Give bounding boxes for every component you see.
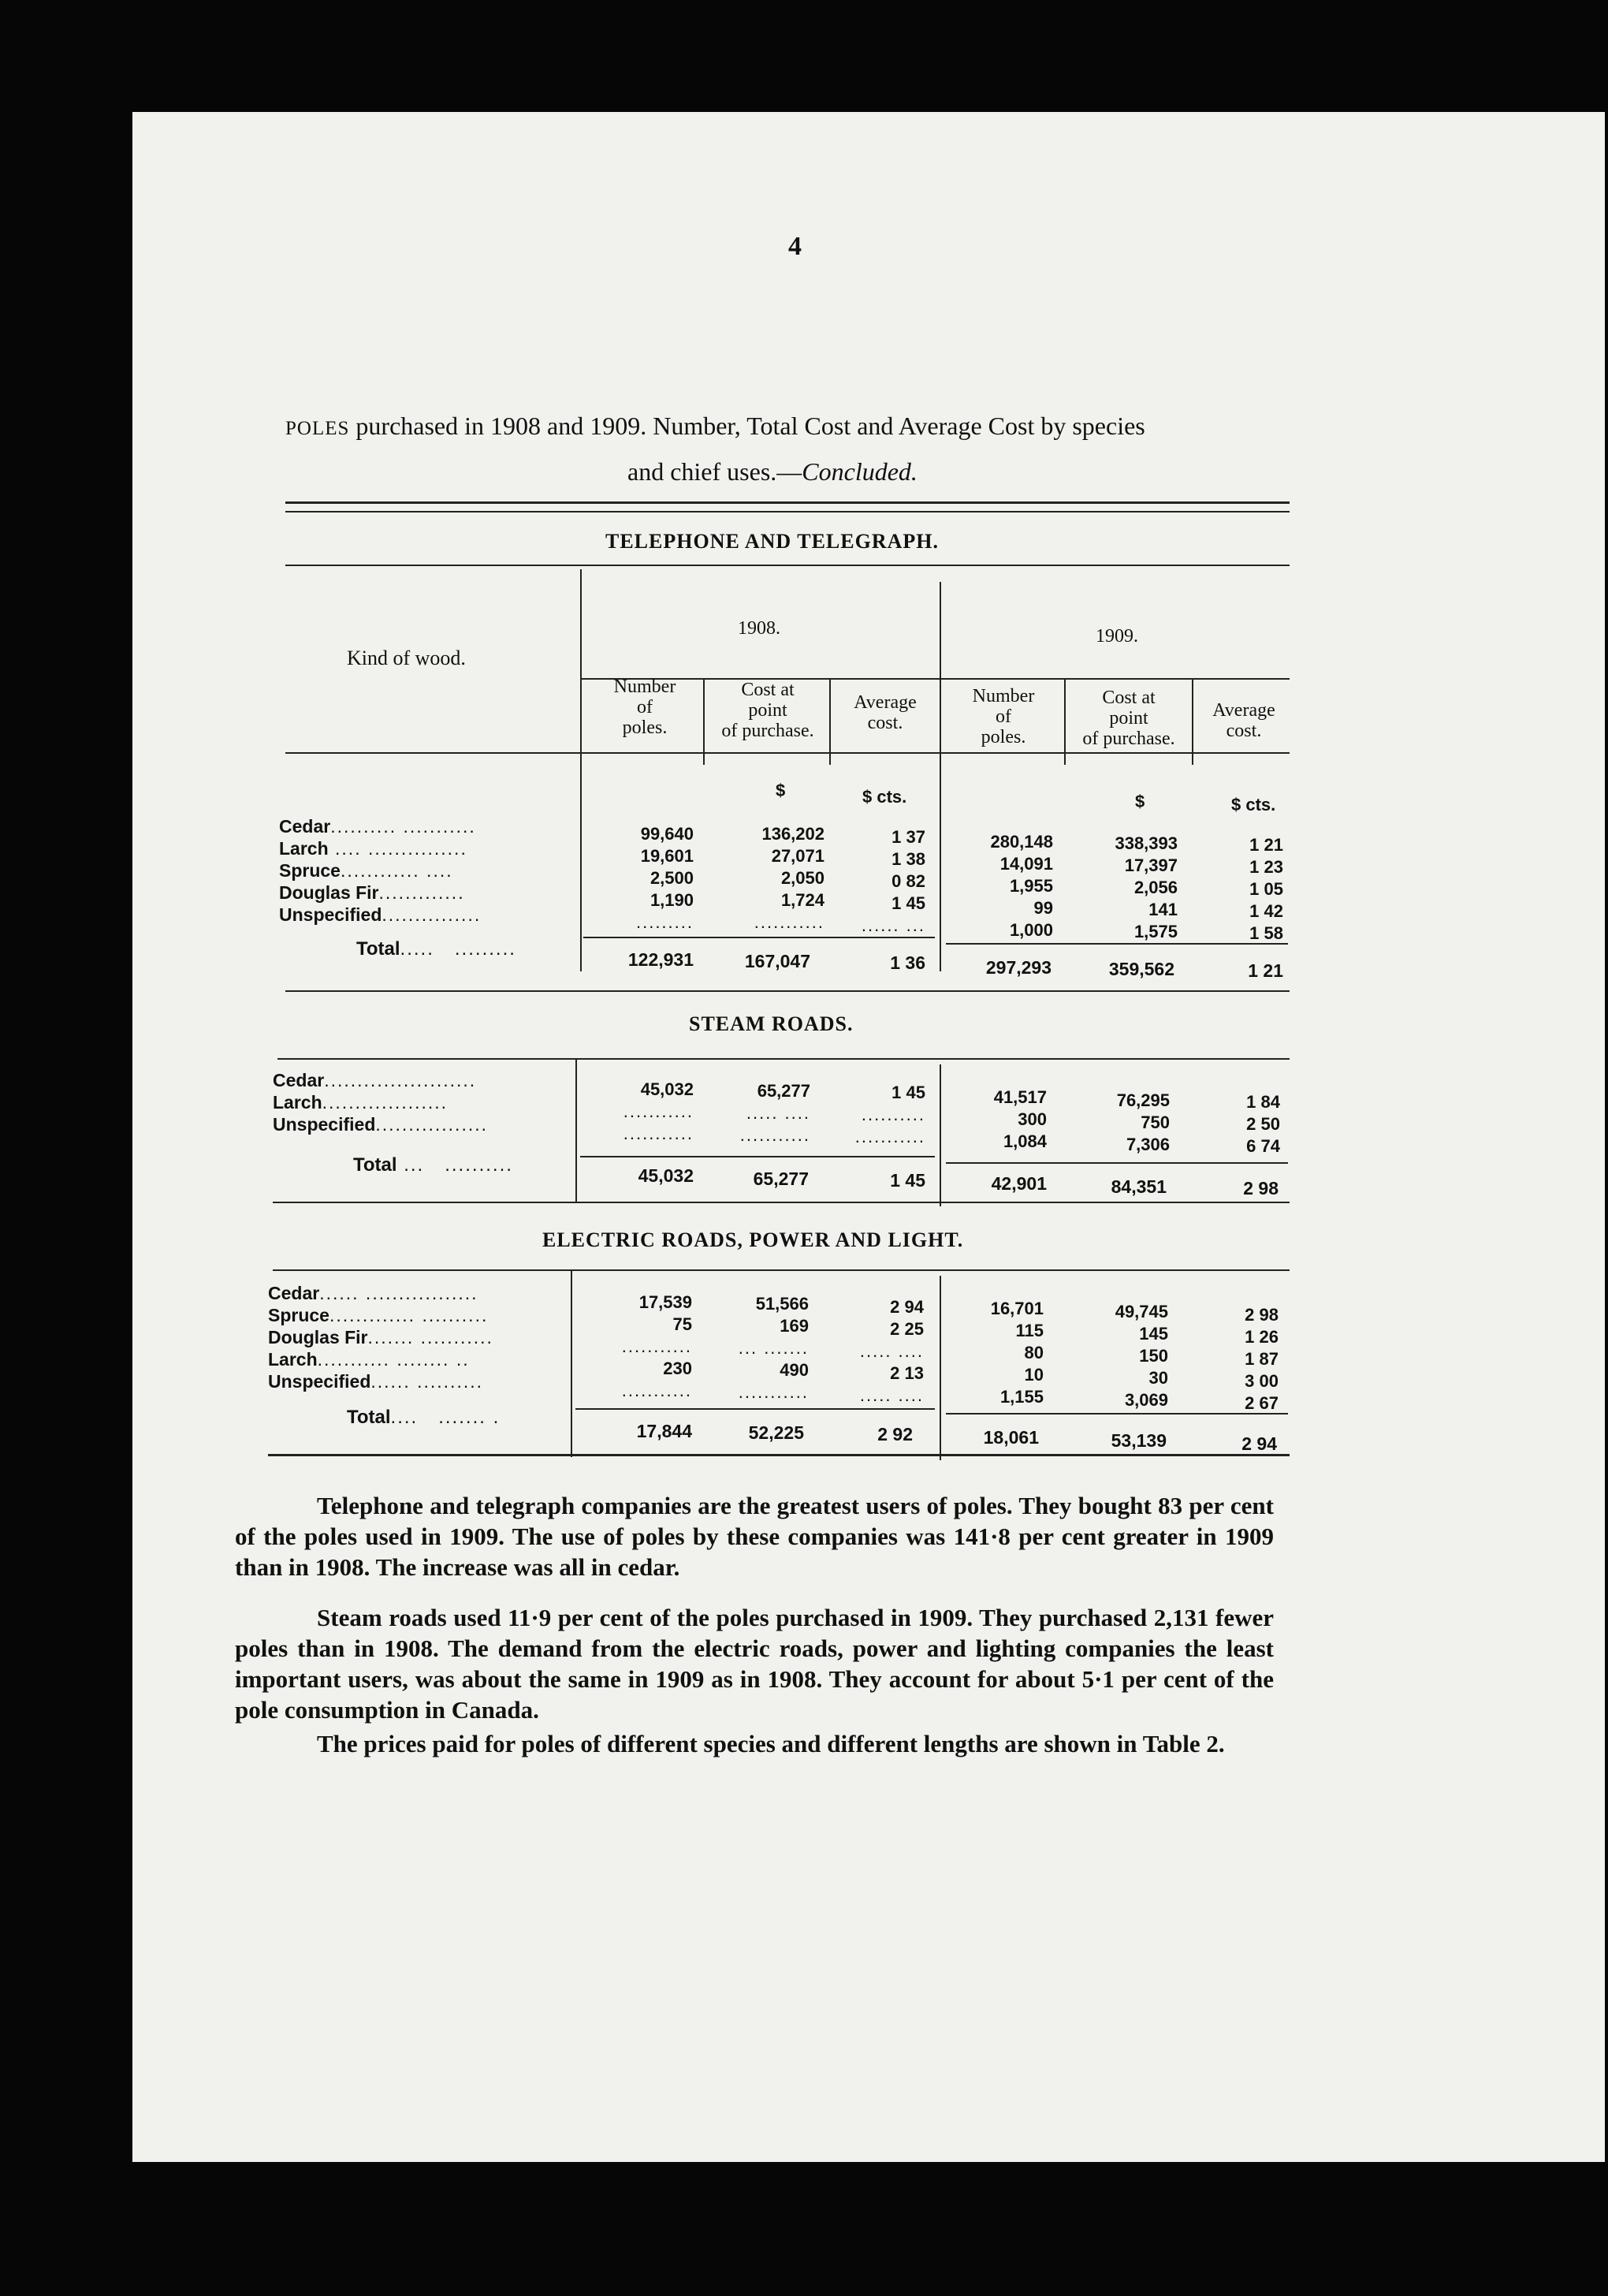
paragraph-1: Telephone and telegraph companies are the greatest users of poles. They bought 83 per cent of the poles used in 1909. The use of poles by these companies was 141·8 per cent greater in 1909 than in 1908. The increase was all in cedar. <box>235 1492 1274 1581</box>
table-cell: 1 23 <box>1249 857 1283 877</box>
table-cell: 230 <box>663 1359 692 1378</box>
table-cell: 1,955 <box>1009 876 1053 896</box>
table-cell: 80 <box>1024 1343 1044 1362</box>
table-cell: 2,500 <box>650 868 694 888</box>
header-number-line-2: of <box>996 706 1011 727</box>
table-cell: 141 <box>1148 900 1178 919</box>
table-cell: 3,069 <box>1124 1390 1168 1410</box>
telephone-total-label: Total..... ......... <box>356 938 516 960</box>
steam-number-1908 <box>580 1079 694 1145</box>
steam-total-avg-1908: 1 45 <box>890 1170 925 1191</box>
steam-total-avg-1909: 2 98 <box>1243 1178 1279 1198</box>
table-caption-line-2 <box>627 457 918 486</box>
steam-subtotal-rule-1908 <box>580 1156 935 1157</box>
header-cost-line-2: point <box>748 700 787 721</box>
table-cell: 2 98 <box>1245 1305 1279 1325</box>
electric-total-number-1909: 18,061 <box>983 1427 1039 1448</box>
list-item: Spruce............ .... <box>279 860 453 881</box>
table-cell: 1,084 <box>1003 1131 1047 1151</box>
page-number: 4 <box>788 232 802 261</box>
table-cell: 2 50 <box>1246 1114 1280 1134</box>
table-cell: 1,575 <box>1133 922 1178 941</box>
table-cell: 65,277 <box>757 1081 810 1101</box>
header-number-line-1: Number <box>972 686 1035 706</box>
table-cell: 76,295 <box>1116 1090 1170 1110</box>
table-cell: 300 <box>1018 1109 1047 1129</box>
paragraph-3: The prices paid for poles of different species and different lengths are shown in Table 2. <box>317 1730 1225 1757</box>
table-cell: 30 <box>1148 1368 1168 1388</box>
steam-vrule-left <box>575 1060 577 1203</box>
unit-dollar-cost-1909: $ <box>1135 792 1145 811</box>
caption-concluded: Concluded. <box>802 457 918 486</box>
telephone-avg-1909 <box>1198 834 1283 945</box>
caption-line-1-text: purchased in 1908 and 1909. Number, Total Cost and Average Cost by species <box>349 412 1145 440</box>
table-cell: 1 87 <box>1245 1349 1279 1369</box>
electric-vrule-mid <box>940 1276 941 1460</box>
section-title-telephone: TELEPHONE AND TELEGRAPH. <box>605 530 939 553</box>
electric-total-label: Total.... ....... . <box>347 1407 501 1428</box>
header-cost-line-1: Cost at <box>1102 688 1156 708</box>
electric-number-1909 <box>946 1298 1044 1408</box>
list-item: Cedar...... ................. <box>268 1283 478 1303</box>
table-cell: 2,050 <box>780 868 824 888</box>
telephone-total-cost-1908: 167,047 <box>744 951 810 971</box>
header-cost-line-3: of purchase. <box>1082 729 1175 749</box>
telephone-avg-1908 <box>832 826 925 937</box>
electric-subtotal-rule-1908 <box>575 1408 935 1410</box>
electric-total-avg-1908: 2 92 <box>877 1424 913 1444</box>
header-average-line-1: Average <box>854 692 917 713</box>
telephone-total-avg-1909: 1 21 <box>1248 960 1283 981</box>
electric-vrule-left <box>571 1271 572 1457</box>
steam-total-cost-1908: 65,277 <box>753 1168 809 1189</box>
table-cell: ........... <box>623 1124 694 1143</box>
caption-line-2-text: and chief uses.— <box>627 457 802 486</box>
header-cost-line-2: point <box>1109 708 1148 729</box>
table-cell: 45,032 <box>640 1079 694 1099</box>
table-cell: 0 82 <box>891 871 925 891</box>
steam-kind-column <box>273 1069 572 1135</box>
header-year-1908: 1908. <box>738 618 780 639</box>
section-title-steam: STEAM ROADS. <box>689 1012 854 1035</box>
table-cell: 49,745 <box>1115 1302 1168 1321</box>
electric-total-number-1908: 17,844 <box>636 1421 692 1441</box>
table-cell: 1 45 <box>891 893 925 913</box>
telephone-total-avg-1908: 1 36 <box>890 952 925 973</box>
list-item: Larch .... ............... <box>279 838 467 859</box>
table-cell: 1 58 <box>1249 923 1283 943</box>
table-cell: ........... <box>754 912 824 932</box>
header-cost-line-1: Cost at <box>741 680 795 700</box>
table-cell: 2,056 <box>1133 878 1178 897</box>
table-cell: 16,701 <box>990 1299 1044 1318</box>
table-bottom-rule <box>268 1454 1290 1456</box>
electric-cost-1909 <box>1069 1301 1168 1411</box>
table-cell: 1 21 <box>1249 835 1283 855</box>
header-cost-1909 <box>1067 688 1190 749</box>
table-cell: ..... .... <box>746 1103 810 1123</box>
table-cell: ......... <box>635 912 694 932</box>
telephone-subtotal-rule-1908 <box>583 937 935 938</box>
telephone-total-number-1909: 297,293 <box>985 957 1052 978</box>
rule-under-headers <box>285 752 1290 754</box>
table-cell: 2 13 <box>890 1363 924 1383</box>
table-cell: 3 00 <box>1245 1371 1279 1391</box>
electric-cost-1908 <box>702 1293 809 1403</box>
table-cell: 6 74 <box>1246 1136 1280 1156</box>
table-cell: 14,091 <box>999 854 1053 874</box>
table-cell: 10 <box>1024 1365 1044 1385</box>
rule-under-steam-title <box>277 1058 1290 1060</box>
table-cell: 338,393 <box>1115 833 1178 853</box>
unit-dollar-cts-1908: $ cts. <box>862 787 907 807</box>
header-number-1908 <box>590 676 700 738</box>
unit-dollar-cts-1909: $ cts. <box>1231 795 1276 814</box>
paragraph-2: Steam roads used 11·9 per cent of the poles purchased in 1909. They purchased 2,131 fewer poles than in 1908. The demand from the electric roads, power and lighting companies the least important users, was about the same in 1909 as in 1908. They account for about 5·1 per cent of the pole consumption in Canada. <box>235 1604 1274 1724</box>
table-cell: ........... <box>621 1336 692 1356</box>
steam-avg-1909 <box>1198 1091 1280 1157</box>
header-average-line-2: cost. <box>867 713 903 733</box>
table-cell: ..... .... <box>859 1341 924 1361</box>
header-average-1909 <box>1195 700 1293 741</box>
header-cost-line-3: of purchase. <box>721 721 814 741</box>
table-cell: ...... ... <box>861 915 925 935</box>
telephone-cost-1909 <box>1069 833 1178 943</box>
electric-total-cost-1909: 53,139 <box>1111 1430 1167 1451</box>
table-cell: 136,202 <box>761 824 824 844</box>
list-item: Cedar....................... <box>273 1070 477 1090</box>
header-number-line-3: poles. <box>981 727 1026 747</box>
header-average-1908 <box>832 692 938 733</box>
steam-total-label: Total ... .......... <box>353 1154 513 1176</box>
section-title-electric: ELECTRIC ROADS, POWER AND LIGHT. <box>542 1228 964 1251</box>
header-cost-1908 <box>706 680 829 741</box>
table-top-rule <box>285 501 1290 504</box>
steam-vrule-mid <box>940 1064 941 1206</box>
electric-total-avg-1909: 2 94 <box>1241 1433 1277 1454</box>
header-number-1909 <box>946 686 1061 747</box>
header-average-line-2: cost. <box>1226 721 1262 741</box>
table-cell: 169 <box>780 1316 809 1336</box>
telephone-total-number-1908: 122,931 <box>627 949 694 970</box>
table-cell: 7,306 <box>1126 1135 1170 1154</box>
telephone-bottom-rule <box>285 990 1290 992</box>
rule-under-telephone-title <box>285 565 1290 566</box>
header-number-line-3: poles. <box>622 718 668 738</box>
table-cell: .......... <box>861 1105 925 1124</box>
table-cell: 750 <box>1141 1113 1170 1132</box>
steam-cost-1908 <box>706 1080 810 1146</box>
table-cell: 1 45 <box>891 1083 925 1102</box>
electric-total-cost-1908: 52,225 <box>748 1422 804 1443</box>
table-cell: ........... <box>623 1101 694 1121</box>
table-cell: ..... .... <box>859 1385 924 1405</box>
caption-lead-small-caps: POLES <box>285 418 350 439</box>
steam-avg-1908 <box>831 1082 925 1148</box>
telephone-number-1909 <box>946 831 1053 941</box>
table-cell: 145 <box>1139 1324 1168 1344</box>
steam-subtotal-rule-1909 <box>946 1162 1288 1164</box>
header-vrule-left <box>580 569 582 971</box>
table-cell: 99,640 <box>640 824 694 844</box>
table-cell: 280,148 <box>990 832 1053 852</box>
header-average-line-1: Average <box>1212 700 1275 721</box>
telephone-subtotal-rule-1909 <box>946 943 1288 945</box>
list-item: Cedar.......... ........... <box>279 816 476 837</box>
list-item: Spruce............. .......... <box>268 1305 489 1325</box>
electric-avg-1909 <box>1198 1304 1279 1414</box>
table-cell: 1 05 <box>1249 879 1283 899</box>
unit-dollar-cost-1908: $ <box>776 781 786 800</box>
electric-subtotal-rule-1909 <box>946 1413 1288 1414</box>
table-cell: 115 <box>1015 1321 1044 1340</box>
steam-bottom-rule <box>273 1202 1290 1203</box>
table-cell: 1 42 <box>1249 901 1283 921</box>
electric-avg-1908 <box>828 1296 924 1407</box>
table-cell: 1 84 <box>1246 1092 1280 1112</box>
table-cell: 17,397 <box>1124 855 1178 875</box>
table-cell: 17,539 <box>638 1292 692 1312</box>
table-cell: 1,000 <box>1009 920 1053 940</box>
list-item: Unspecified...... .......... <box>268 1371 484 1392</box>
header-number-line-2: of <box>637 697 653 718</box>
table-cell: 51,566 <box>755 1294 809 1314</box>
table-top-rule-2 <box>285 511 1290 512</box>
rule-under-electric-title <box>273 1269 1290 1271</box>
telephone-cost-1908 <box>706 823 824 934</box>
table-cell: 1 38 <box>891 849 925 869</box>
table-cell: ... ....... <box>738 1338 809 1358</box>
table-cell: ........... <box>621 1381 692 1400</box>
telephone-total-cost-1909: 359,562 <box>1108 959 1174 979</box>
steam-total-number-1908: 45,032 <box>638 1165 694 1186</box>
table-cell: 490 <box>780 1360 809 1380</box>
list-item: Unspecified............... <box>279 904 482 925</box>
list-item: Douglas Fir............. <box>279 882 465 903</box>
table-cell: 1,190 <box>650 890 694 910</box>
header-vrule-mid <box>940 582 941 971</box>
table-cell: 1,724 <box>780 890 824 910</box>
list-item: Douglas Fir....... ........... <box>268 1327 493 1347</box>
electric-kind-column <box>268 1282 568 1392</box>
header-year-1909: 1909. <box>1096 626 1138 647</box>
steam-total-number-1909: 42,901 <box>991 1173 1047 1194</box>
steam-cost-1909 <box>1069 1090 1170 1156</box>
header-kind-of-wood: Kind of wood. <box>347 647 466 669</box>
telephone-kind-column <box>279 815 574 926</box>
table-cell: 75 <box>672 1314 692 1334</box>
steam-total-cost-1909: 84,351 <box>1111 1176 1167 1197</box>
electric-number-1908 <box>575 1292 692 1402</box>
table-cell: 27,071 <box>771 846 824 866</box>
list-item: Larch................... <box>273 1092 449 1113</box>
header-number-line-1: Number <box>613 676 676 697</box>
table-cell: 2 25 <box>890 1319 924 1339</box>
table-cell: 1 37 <box>891 827 925 847</box>
steam-number-1909 <box>946 1086 1047 1153</box>
table-cell: 150 <box>1139 1346 1168 1366</box>
telephone-number-1908 <box>583 823 694 934</box>
table-cell: 2 67 <box>1245 1393 1279 1413</box>
table-cell: ........... <box>854 1127 925 1146</box>
table-cell: 2 94 <box>890 1297 924 1317</box>
table-cell: 41,517 <box>993 1087 1047 1107</box>
table-cell: 1 26 <box>1245 1327 1279 1347</box>
list-item: Unspecified................. <box>273 1114 489 1135</box>
table-cell: 99 <box>1033 898 1053 918</box>
table-cell: 1,155 <box>999 1387 1044 1407</box>
table-caption-line-1 <box>285 412 1145 441</box>
list-item: Larch........... ........ .. <box>268 1349 470 1370</box>
table-cell: 19,601 <box>640 846 694 866</box>
table-cell: ........... <box>739 1125 810 1145</box>
table-cell: ........... <box>738 1382 809 1402</box>
